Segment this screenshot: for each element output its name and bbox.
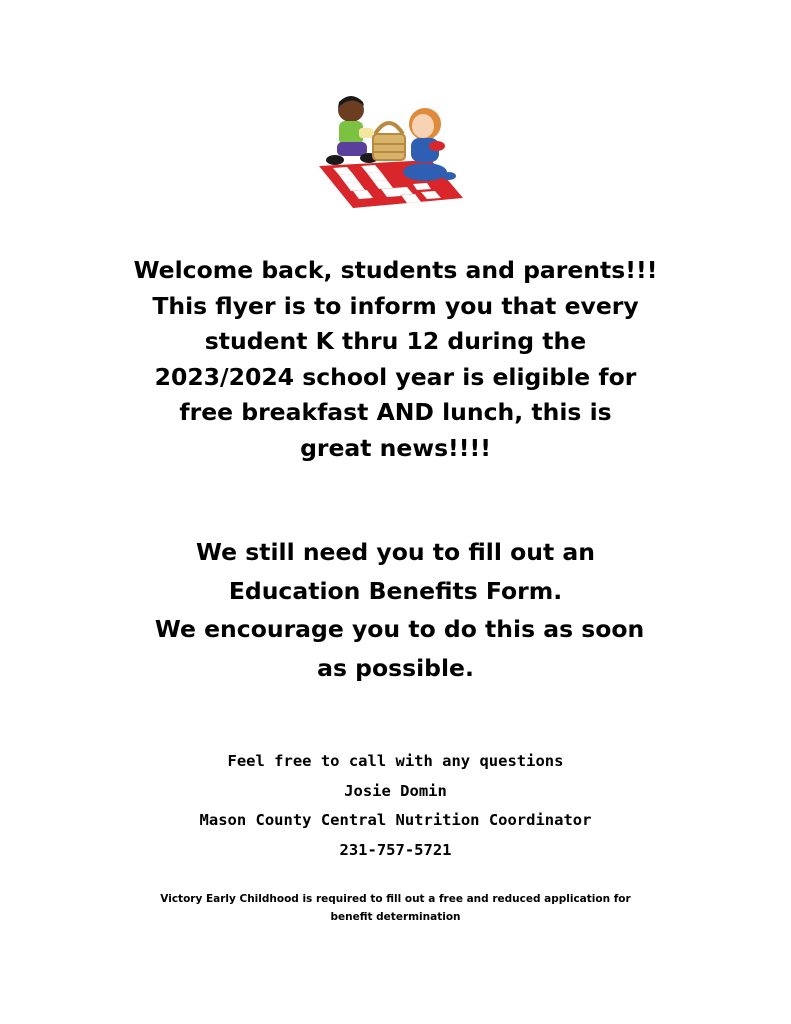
contact-prompt: Feel free to call with any questions bbox=[227, 752, 564, 770]
footnote-line: Victory Early Childhood is required to fill out a free and reduced application for bbox=[160, 893, 631, 905]
intro-message bbox=[60, 253, 731, 466]
form-request-message bbox=[60, 533, 731, 687]
picnic-illustration bbox=[313, 94, 467, 212]
intro-line: free breakfast AND lunch, this is bbox=[179, 398, 612, 426]
footnote bbox=[60, 890, 731, 926]
contact-phone: 231-757-5721 bbox=[339, 840, 452, 859]
request-line: Education Benefits Form. bbox=[228, 576, 563, 605]
picnic-children-icon bbox=[313, 94, 467, 212]
intro-line: great news!!!! bbox=[300, 433, 491, 462]
request-line: as possible. bbox=[317, 653, 474, 682]
footnote-line: benefit determination bbox=[330, 911, 461, 923]
request-line: We encourage you to do this as soon bbox=[146, 615, 645, 643]
contact-title: Mason County Central Nutrition Coordinator bbox=[199, 811, 592, 829]
intro-line: 2023/2024 school year is eligible for bbox=[154, 362, 637, 391]
intro-line: Welcome back, students and parents!!! bbox=[133, 256, 658, 284]
girl-figure bbox=[403, 108, 456, 181]
intro-line: student K thru 12 during the bbox=[204, 327, 587, 355]
intro-line: This flyer is to inform you that every bbox=[152, 291, 639, 320]
contact-info bbox=[60, 747, 731, 865]
boy-figure bbox=[326, 96, 378, 165]
picnic-basket bbox=[373, 123, 405, 160]
request-line: We still need you to fill out an bbox=[196, 538, 595, 566]
contact-name: Josie Domin bbox=[344, 781, 447, 800]
